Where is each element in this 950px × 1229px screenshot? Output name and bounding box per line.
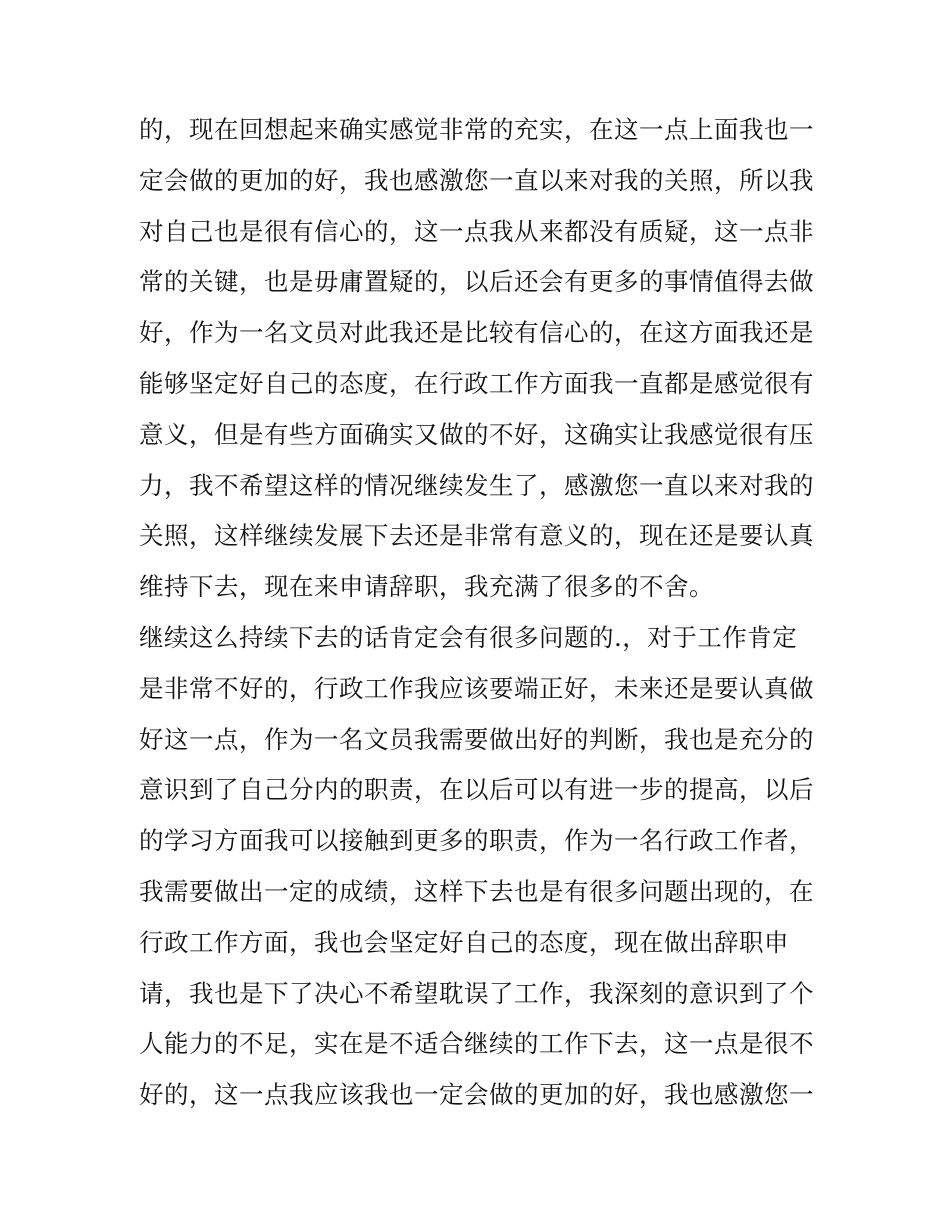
text-line-11: 继续这么持续下去的话肯定会有很多问题的.，对于工作肯定 xyxy=(139,622,798,652)
text-line-7: 意义，但是有些方面确实又做的不好，这确实让我感觉很有压 xyxy=(139,419,814,449)
text-line-8: 力，我不希望这样的情况继续发生了，感激您一直以来对我的 xyxy=(139,470,814,500)
text-line-12: 是非常不好的，行政工作我应该要端正好，未来还是要认真做 xyxy=(139,673,814,703)
text-line-4: 常的关键，也是毋庸置疑的，以后还会有更多的事情值得去做 xyxy=(139,267,814,297)
text-line-13: 好这一点，作为一名文员我需要做出好的判断，我也是充分的 xyxy=(139,724,814,754)
text-line-15: 的学习方面我可以接触到更多的职责，作为一名行政工作者， xyxy=(139,826,814,856)
text-line-19: 人能力的不足，实在是不适合继续的工作下去，这一点是很不 xyxy=(139,1029,814,1059)
text-line-1: 的，现在回想起来确实感觉非常的充实，在这一点上面我也一 xyxy=(139,115,814,144)
text-line-3: 对自己也是很有信心的，这一点我从来都没有质疑，这一点非 xyxy=(139,216,814,246)
text-line-14: 意识到了自己分内的职责，在以后可以有进一步的提高，以后 xyxy=(139,775,814,805)
text-line-17: 行政工作方面，我也会坚定好自己的态度，现在做出辞职申 xyxy=(139,927,789,957)
text-line-6: 能够坚定好自己的态度，在行政工作方面我一直都是感觉很有 xyxy=(139,368,814,398)
text-line-9: 关照，这样继续发展下去还是非常有意义的，现在还是要认真 xyxy=(139,521,814,551)
body-text xyxy=(139,105,819,1121)
text-line-20: 好的，这一点我应该我也一定会做的更加的好，我也感激您一 xyxy=(139,1080,814,1110)
text-line-18: 请，我也是下了决心不希望耽误了工作，我深刻的意识到了个 xyxy=(139,978,814,1008)
text-line-2: 定会做的更加的好，我也感激您一直以来对我的关照，所以我 xyxy=(139,165,814,195)
text-line-16: 我需要做出一定的成绩，这样下去也是有很多问题出现的，在 xyxy=(139,876,814,906)
text-line-10: 维持下去，现在来申请辞职，我充满了很多的不舍。 xyxy=(139,572,714,602)
text-line-5: 好，作为一名文员对此我还是比较有信心的，在这方面我还是 xyxy=(139,318,814,348)
